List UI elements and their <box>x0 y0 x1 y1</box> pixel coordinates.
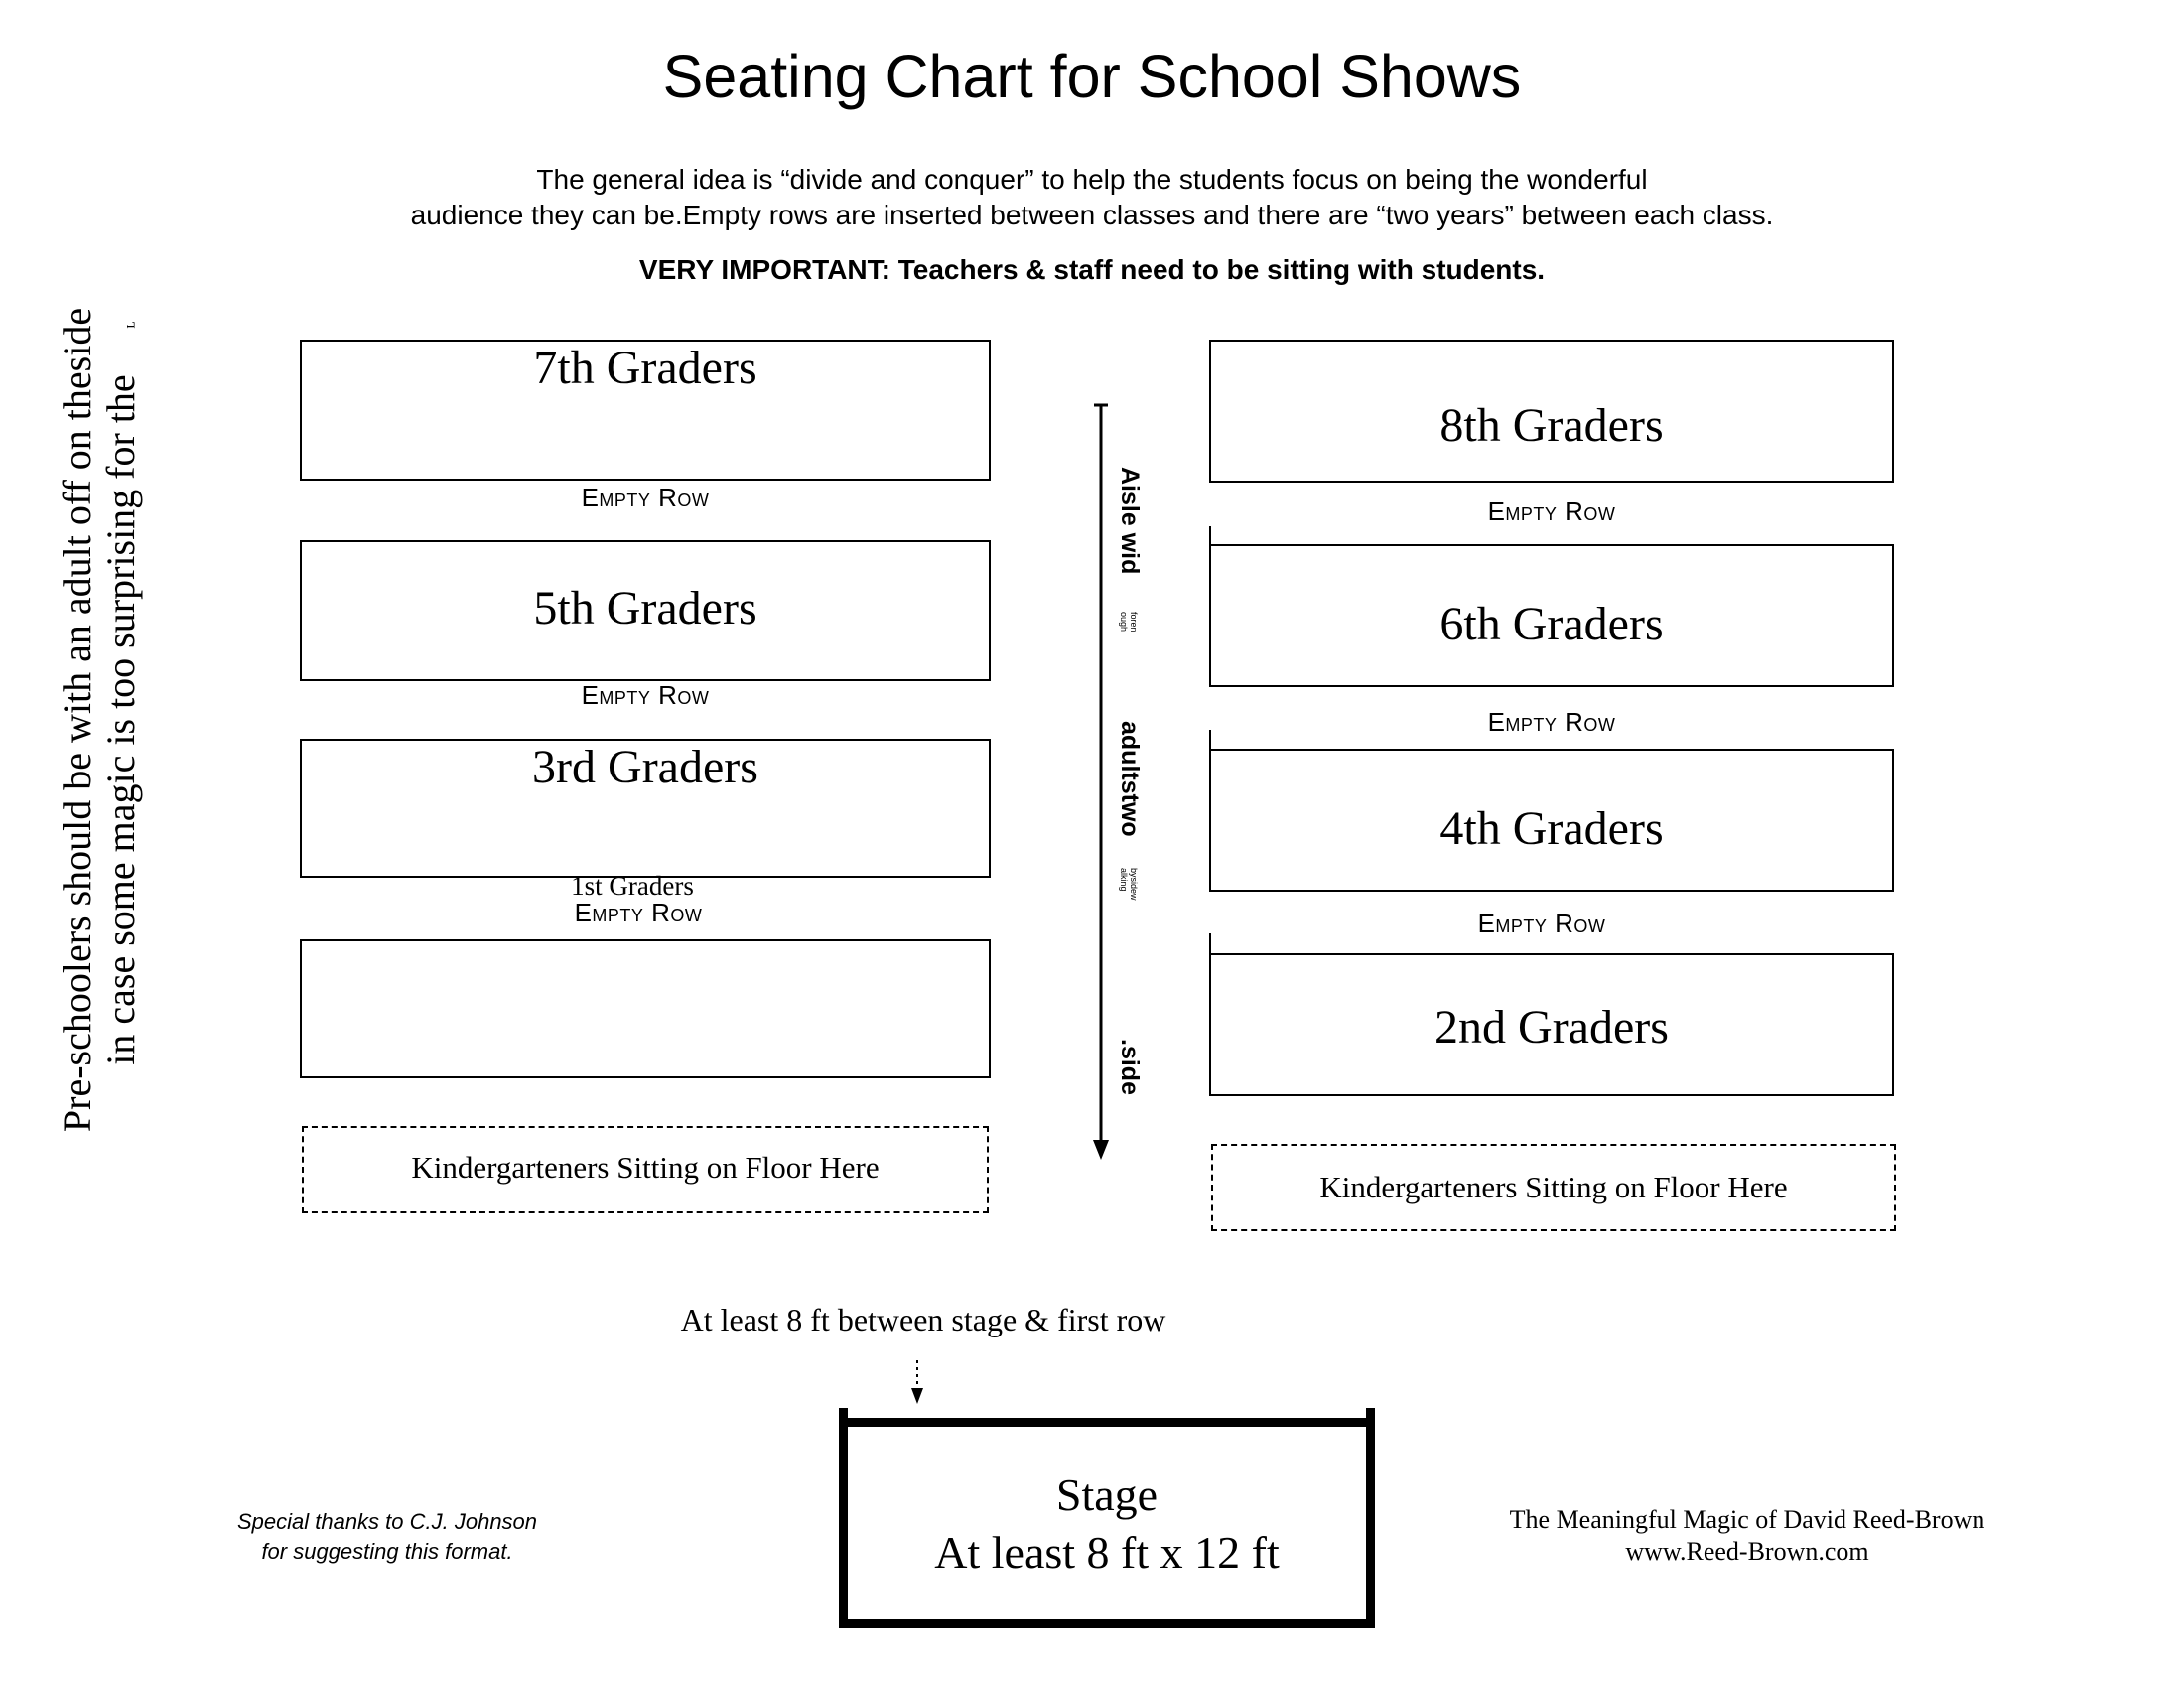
aisle-tiny-2a: bysidew <box>1129 868 1139 901</box>
empty-row-label: Empty Row <box>1477 909 1606 938</box>
empty-row-label: Empty Row <box>574 898 703 927</box>
thanks-line-1: Special thanks to C.J. Johnson <box>236 1509 538 1534</box>
aisle-tiny-1a: foren <box>1129 612 1139 633</box>
empty-row-label: Empty Row <box>1487 707 1616 737</box>
credit-line-2: www.Reed-Brown.com <box>1625 1537 1869 1566</box>
credit-line-1: The Meaningful Magic of David Reed-Brown <box>1509 1505 1985 1534</box>
intro-line-1: The general idea is “divide and conquer” to help the students focus on being the wonderful <box>536 164 1648 195</box>
intro-line-2: audience they can be.Empty rows are inserted between classes and there are “two years” between each class. <box>410 200 1774 230</box>
aisle-text-1: Aisle wid <box>1116 467 1144 575</box>
box-label: 2nd Graders <box>1434 1001 1669 1054</box>
aisle-tiny-1b: ough <box>1119 612 1129 633</box>
box-label: 8th Graders <box>1439 399 1664 452</box>
box-label: 3rd Graders <box>532 741 758 793</box>
kinder-label: Kindergarteners Sitting on Floor Here <box>1319 1170 1788 1204</box>
stage-label-line-2: At least 8 ft x 12 ft <box>934 1527 1280 1578</box>
page-title: Seating Chart for School Shows <box>662 43 1522 110</box>
box-label: 6th Graders <box>1439 598 1664 650</box>
credit-note <box>1439 1504 2055 1568</box>
stage-gap-note: At least 8 ft between stage & first row <box>680 1302 1166 1337</box>
stage-box <box>839 1418 1375 1628</box>
first-graders-label: 1st Graders <box>571 871 694 901</box>
empty-row-label: Empty Row <box>581 680 710 710</box>
thanks-note <box>179 1507 596 1567</box>
aisle-tiny-2b: alking <box>1119 868 1129 892</box>
kinder-label: Kindergarteners Sitting on Floor Here <box>411 1150 880 1185</box>
side-note-line-2: in case some magic is too surprising for the <box>98 374 143 1065</box>
empty-row-label: Empty Row <box>1487 496 1616 526</box>
box-label: 5th Graders <box>533 582 757 634</box>
side-note-line-1: Pre-schoolers should be with an adult off on theside <box>55 307 99 1133</box>
thanks-line-2: for suggesting this format. <box>261 1539 513 1564</box>
gap-arrow-head <box>911 1388 923 1404</box>
aisle-text-2: adultstwo <box>1116 721 1144 837</box>
box-label: 4th Graders <box>1439 802 1664 855</box>
stage-label-line-1: Stage <box>1055 1470 1159 1520</box>
box-label: 7th Graders <box>533 342 757 394</box>
empty-row-label: Empty Row <box>581 483 710 512</box>
important-note: VERY IMPORTANT: Teachers & staff need to be sitting with students. <box>638 254 1546 285</box>
side-note-fragment: ʟ <box>121 321 139 329</box>
aisle-text-3: .side <box>1116 1039 1144 1095</box>
aisle-arrow-head <box>1093 1140 1109 1160</box>
stage-label <box>848 1467 1366 1582</box>
